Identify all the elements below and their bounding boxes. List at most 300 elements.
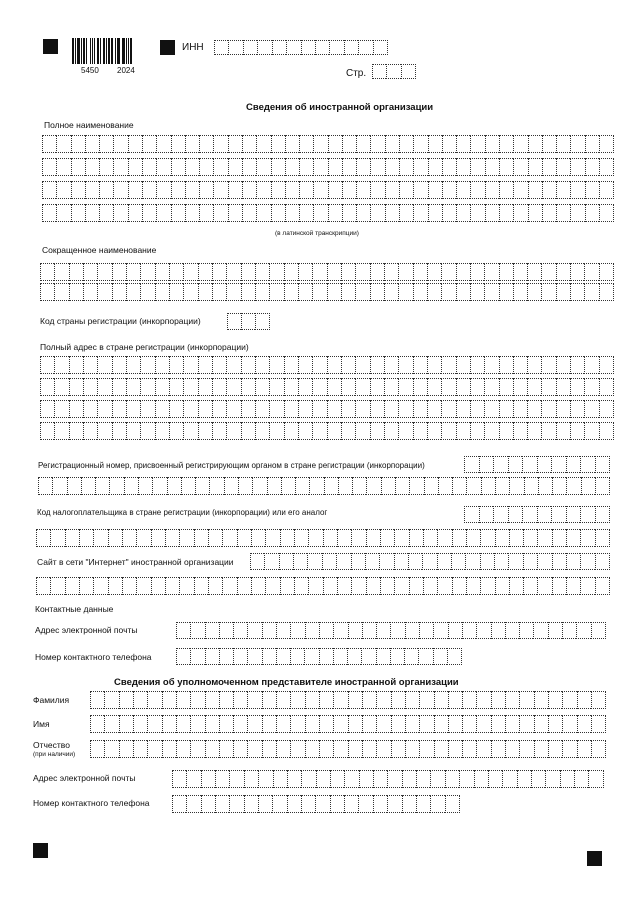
entry-cell[interactable] [176,648,190,665]
entry-cell[interactable] [304,648,318,665]
entry-cell[interactable] [380,577,394,595]
entry-cell[interactable] [577,740,591,758]
entry-cell[interactable] [113,204,127,222]
entry-cell[interactable] [255,378,269,396]
entry-cell[interactable] [69,400,83,418]
entry-cell[interactable] [272,40,286,55]
entry-cell[interactable] [276,622,290,639]
entry-cell[interactable] [285,158,299,176]
entry-cell[interactable] [185,158,199,176]
entry-cell[interactable] [413,135,427,153]
entry-cell[interactable] [95,477,109,495]
short-name-field-row-1[interactable] [40,263,614,281]
entry-cell[interactable] [241,263,255,281]
full-name-field-row-4[interactable] [42,204,614,222]
entry-cell[interactable] [362,740,376,758]
entry-cell[interactable] [226,378,240,396]
entry-cell[interactable] [305,622,319,639]
entry-cell[interactable] [298,283,312,301]
entry-cell[interactable] [269,378,283,396]
entry-cell[interactable] [40,400,54,418]
entry-cell[interactable] [176,740,190,758]
entry-cell[interactable] [348,691,362,709]
entry-cell[interactable] [566,477,580,495]
entry-cell[interactable] [527,283,541,301]
entry-cell[interactable] [262,622,276,639]
entry-cell[interactable] [122,577,136,595]
entry-cell[interactable] [588,770,603,788]
entry-cell[interactable] [494,553,508,570]
entry-cell[interactable] [171,181,185,199]
entry-cell[interactable] [155,283,169,301]
entry-cell[interactable] [126,378,140,396]
entry-cell[interactable] [205,740,219,758]
entry-cell[interactable] [176,715,190,733]
entry-cell[interactable] [445,795,460,813]
entry-cell[interactable] [373,40,388,55]
entry-cell[interactable] [169,263,183,281]
entry-cell[interactable] [273,770,287,788]
entry-cell[interactable] [570,378,584,396]
entry-cell[interactable] [90,715,104,733]
entry-cell[interactable] [327,378,341,396]
entry-cell[interactable] [419,622,433,639]
entry-cell[interactable] [476,715,490,733]
entry-cell[interactable] [133,715,147,733]
entry-cell[interactable] [401,64,416,79]
entry-cell[interactable] [566,577,580,595]
entry-cell[interactable] [584,378,598,396]
entry-cell[interactable] [181,477,195,495]
entry-cell[interactable] [398,400,412,418]
entry-cell[interactable] [556,204,570,222]
entry-cell[interactable] [452,577,466,595]
entry-cell[interactable] [258,770,272,788]
entry-cell[interactable] [285,204,299,222]
entry-cell[interactable] [183,283,197,301]
entry-cell[interactable] [370,158,384,176]
entry-cell[interactable] [556,263,570,281]
entry-cell[interactable] [522,456,537,473]
entry-cell[interactable] [262,715,276,733]
entry-cell[interactable] [599,400,614,418]
entry-cell[interactable] [351,553,365,570]
entry-cell[interactable] [286,40,300,55]
entry-cell[interactable] [152,477,166,495]
entry-cell[interactable] [591,715,606,733]
entry-cell[interactable] [205,648,219,665]
entry-cell[interactable] [315,40,329,55]
entry-cell[interactable] [279,553,293,570]
entry-cell[interactable] [505,740,519,758]
entry-cell[interactable] [566,529,580,547]
entry-cell[interactable] [242,204,256,222]
entry-cell[interactable] [556,283,570,301]
entry-cell[interactable] [479,506,494,523]
entry-cell[interactable] [495,529,509,547]
entry-cell[interactable] [299,181,313,199]
entry-cell[interactable] [201,795,215,813]
entry-cell[interactable] [284,356,298,374]
entry-cell[interactable] [387,795,401,813]
entry-cell[interactable] [434,691,448,709]
entry-cell[interactable] [459,770,473,788]
entry-cell[interactable] [247,740,261,758]
entry-cell[interactable] [42,204,56,222]
page-number-field[interactable] [372,64,416,79]
entry-cell[interactable] [108,577,122,595]
entry-cell[interactable] [580,553,594,570]
entry-cell[interactable] [195,477,209,495]
email-field[interactable] [176,622,606,639]
entry-cell[interactable] [298,356,312,374]
entry-cell[interactable] [315,795,329,813]
entry-cell[interactable] [104,691,118,709]
entry-cell[interactable] [327,263,341,281]
entry-cell[interactable] [312,356,326,374]
entry-cell[interactable] [413,283,427,301]
entry-cell[interactable] [269,283,283,301]
entry-cell[interactable] [537,577,551,595]
entry-cell[interactable] [534,691,548,709]
entry-cell[interactable] [562,740,576,758]
entry-cell[interactable] [370,356,384,374]
entry-cell[interactable] [448,715,462,733]
entry-cell[interactable] [312,263,326,281]
entry-cell[interactable] [470,204,484,222]
entry-cell[interactable] [470,422,484,440]
entry-cell[interactable] [185,181,199,199]
entry-cell[interactable] [430,770,444,788]
entry-cell[interactable] [399,204,413,222]
entry-cell[interactable] [342,135,356,153]
entry-cell[interactable] [570,400,584,418]
entry-cell[interactable] [312,283,326,301]
entry-cell[interactable] [198,422,212,440]
first-name-field[interactable] [90,715,606,733]
entry-cell[interactable] [176,691,190,709]
entry-cell[interactable] [128,181,142,199]
entry-cell[interactable] [93,577,107,595]
entry-cell[interactable] [344,40,358,55]
entry-cell[interactable] [183,263,197,281]
entry-cell[interactable] [244,770,258,788]
entry-cell[interactable] [576,622,590,639]
entry-cell[interactable] [479,456,494,473]
entry-cell[interactable] [179,577,193,595]
entry-cell[interactable] [427,263,441,281]
entry-cell[interactable] [40,378,54,396]
entry-cell[interactable] [284,400,298,418]
entry-cell[interactable] [341,283,355,301]
entry-cell[interactable] [256,204,270,222]
entry-cell[interactable] [327,422,341,440]
entry-cell[interactable] [356,181,370,199]
entry-cell[interactable] [294,529,308,547]
entry-cell[interactable] [395,477,409,495]
entry-cell[interactable] [470,135,484,153]
entry-cell[interactable] [413,422,427,440]
entry-cell[interactable] [399,181,413,199]
entry-cell[interactable] [462,715,476,733]
entry-cell[interactable] [344,770,358,788]
entry-cell[interactable] [465,553,479,570]
entry-cell[interactable] [243,40,257,55]
entry-cell[interactable] [330,770,344,788]
entry-cell[interactable] [434,715,448,733]
entry-cell[interactable] [484,378,498,396]
entry-cell[interactable] [428,204,442,222]
entry-cell[interactable] [441,283,455,301]
entry-cell[interactable] [366,477,380,495]
entry-cell[interactable] [238,477,252,495]
entry-cell[interactable] [140,378,154,396]
entry-cell[interactable] [284,283,298,301]
entry-cell[interactable] [140,400,154,418]
entry-cell[interactable] [464,456,479,473]
entry-cell[interactable] [451,553,465,570]
entry-cell[interactable] [595,553,610,570]
entry-cell[interactable] [186,770,200,788]
entry-cell[interactable] [491,622,505,639]
entry-cell[interactable] [319,691,333,709]
entry-cell[interactable] [337,529,351,547]
entry-cell[interactable] [290,715,304,733]
entry-cell[interactable] [162,740,176,758]
entry-cell[interactable] [513,135,527,153]
entry-cell[interactable] [90,691,104,709]
entry-cell[interactable] [122,529,136,547]
entry-cell[interactable] [519,691,533,709]
entry-cell[interactable] [499,181,513,199]
entry-cell[interactable] [83,263,97,281]
entry-cell[interactable] [466,529,480,547]
entry-cell[interactable] [215,795,229,813]
entry-cell[interactable] [183,356,197,374]
entry-cell[interactable] [427,283,441,301]
entry-cell[interactable] [85,135,99,153]
entry-cell[interactable] [509,529,523,547]
entry-cell[interactable] [428,135,442,153]
entry-cell[interactable] [214,40,228,55]
entry-cell[interactable] [402,795,416,813]
entry-cell[interactable] [499,263,513,281]
entry-cell[interactable] [299,135,313,153]
entry-cell[interactable] [577,715,591,733]
entry-cell[interactable] [362,715,376,733]
entry-cell[interactable] [355,283,369,301]
entry-cell[interactable] [262,648,276,665]
entry-cell[interactable] [271,135,285,153]
entry-cell[interactable] [147,715,161,733]
entry-cell[interactable] [358,795,372,813]
entry-cell[interactable] [155,378,169,396]
entry-cell[interactable] [271,204,285,222]
entry-cell[interactable] [362,691,376,709]
entry-cell[interactable] [113,181,127,199]
entry-cell[interactable] [384,283,398,301]
entry-cell[interactable] [147,740,161,758]
entry-cell[interactable] [250,553,264,570]
entry-cell[interactable] [422,553,436,570]
entry-cell[interactable] [499,158,513,176]
entry-cell[interactable] [405,740,419,758]
entry-cell[interactable] [548,691,562,709]
entry-cell[interactable] [212,283,226,301]
entry-cell[interactable] [155,400,169,418]
entry-cell[interactable] [556,135,570,153]
taxpayer-code-field-row-1[interactable] [464,506,610,523]
entry-cell[interactable] [394,577,408,595]
entry-cell[interactable] [442,135,456,153]
entry-cell[interactable] [384,422,398,440]
entry-cell[interactable] [156,181,170,199]
entry-cell[interactable] [362,622,376,639]
entry-cell[interactable] [256,181,270,199]
entry-cell[interactable] [133,740,147,758]
entry-cell[interactable] [348,740,362,758]
entry-cell[interactable] [42,181,56,199]
entry-cell[interactable] [299,158,313,176]
entry-cell[interactable] [566,553,580,570]
entry-cell[interactable] [258,795,272,813]
entry-cell[interactable] [341,400,355,418]
entry-cell[interactable] [327,283,341,301]
entry-cell[interactable] [226,422,240,440]
entry-cell[interactable] [140,263,154,281]
entry-cell[interactable] [584,356,598,374]
entry-cell[interactable] [112,283,126,301]
entry-cell[interactable] [301,770,315,788]
entry-cell[interactable] [142,204,156,222]
entry-cell[interactable] [398,378,412,396]
entry-cell[interactable] [97,378,111,396]
entry-cell[interactable] [524,477,538,495]
entry-cell[interactable] [171,204,185,222]
entry-cell[interactable] [419,740,433,758]
entry-cell[interactable] [241,283,255,301]
entry-cell[interactable] [485,135,499,153]
entry-cell[interactable] [112,378,126,396]
full-address-field-row-3[interactable] [40,400,614,418]
entry-cell[interactable] [97,263,111,281]
country-code-field[interactable] [227,313,270,330]
entry-cell[interactable] [433,648,447,665]
entry-cell[interactable] [441,422,455,440]
entry-cell[interactable] [179,529,193,547]
entry-cell[interactable] [485,181,499,199]
registration-number-field-row-2[interactable] [38,477,610,495]
entry-cell[interactable] [71,204,85,222]
entry-cell[interactable] [484,400,498,418]
entry-cell[interactable] [229,770,243,788]
entry-cell[interactable] [523,529,537,547]
entry-cell[interactable] [517,770,531,788]
entry-cell[interactable] [241,356,255,374]
entry-cell[interactable] [185,204,199,222]
entry-cell[interactable] [337,577,351,595]
entry-cell[interactable] [226,400,240,418]
entry-cell[interactable] [542,158,556,176]
entry-cell[interactable] [165,577,179,595]
entry-cell[interactable] [513,422,527,440]
entry-cell[interactable] [40,263,54,281]
entry-cell[interactable] [437,577,451,595]
entry-cell[interactable] [205,715,219,733]
entry-cell[interactable] [280,529,294,547]
entry-cell[interactable] [452,529,466,547]
entry-cell[interactable] [391,691,405,709]
entry-cell[interactable] [242,158,256,176]
entry-cell[interactable] [527,400,541,418]
entry-cell[interactable] [293,553,307,570]
entry-cell[interactable] [56,181,70,199]
entry-cell[interactable] [294,577,308,595]
entry-cell[interactable] [409,577,423,595]
entry-cell[interactable] [584,400,598,418]
entry-cell[interactable] [219,715,233,733]
entry-cell[interactable] [574,770,588,788]
entry-cell[interactable] [456,422,470,440]
taxpayer-code-field-row-2[interactable] [36,529,610,547]
entry-cell[interactable] [199,135,213,153]
entry-cell[interactable] [79,529,93,547]
entry-cell[interactable] [156,135,170,153]
entry-cell[interactable] [50,529,64,547]
entry-cell[interactable] [40,283,54,301]
entry-cell[interactable] [319,740,333,758]
entry-cell[interactable] [376,715,390,733]
entry-cell[interactable] [93,529,107,547]
entry-cell[interactable] [428,181,442,199]
entry-cell[interactable] [470,400,484,418]
entry-cell[interactable] [298,378,312,396]
entry-cell[interactable] [128,158,142,176]
entry-cell[interactable] [541,400,555,418]
entry-cell[interactable] [40,356,54,374]
entry-cell[interactable] [373,770,387,788]
entry-cell[interactable] [591,691,606,709]
entry-cell[interactable] [276,715,290,733]
entry-cell[interactable] [312,400,326,418]
entry-cell[interactable] [470,158,484,176]
entry-cell[interactable] [456,283,470,301]
entry-cell[interactable] [226,356,240,374]
entry-cell[interactable] [541,283,555,301]
entry-cell[interactable] [509,577,523,595]
entry-cell[interactable] [162,715,176,733]
entry-cell[interactable] [508,456,523,473]
entry-cell[interactable] [399,135,413,153]
entry-cell[interactable] [599,263,614,281]
short-name-field-row-2[interactable] [40,283,614,301]
entry-cell[interactable] [409,477,423,495]
representative-email-field[interactable] [172,770,604,788]
entry-cell[interactable] [99,204,113,222]
entry-cell[interactable] [271,158,285,176]
entry-cell[interactable] [470,356,484,374]
entry-cell[interactable] [505,622,519,639]
entry-cell[interactable] [385,181,399,199]
entry-cell[interactable] [399,158,413,176]
entry-cell[interactable] [361,648,375,665]
entry-cell[interactable] [352,477,366,495]
entry-cell[interactable] [370,422,384,440]
entry-cell[interactable] [484,422,498,440]
entry-cell[interactable] [69,263,83,281]
entry-cell[interactable] [69,356,83,374]
entry-cell[interactable] [169,283,183,301]
